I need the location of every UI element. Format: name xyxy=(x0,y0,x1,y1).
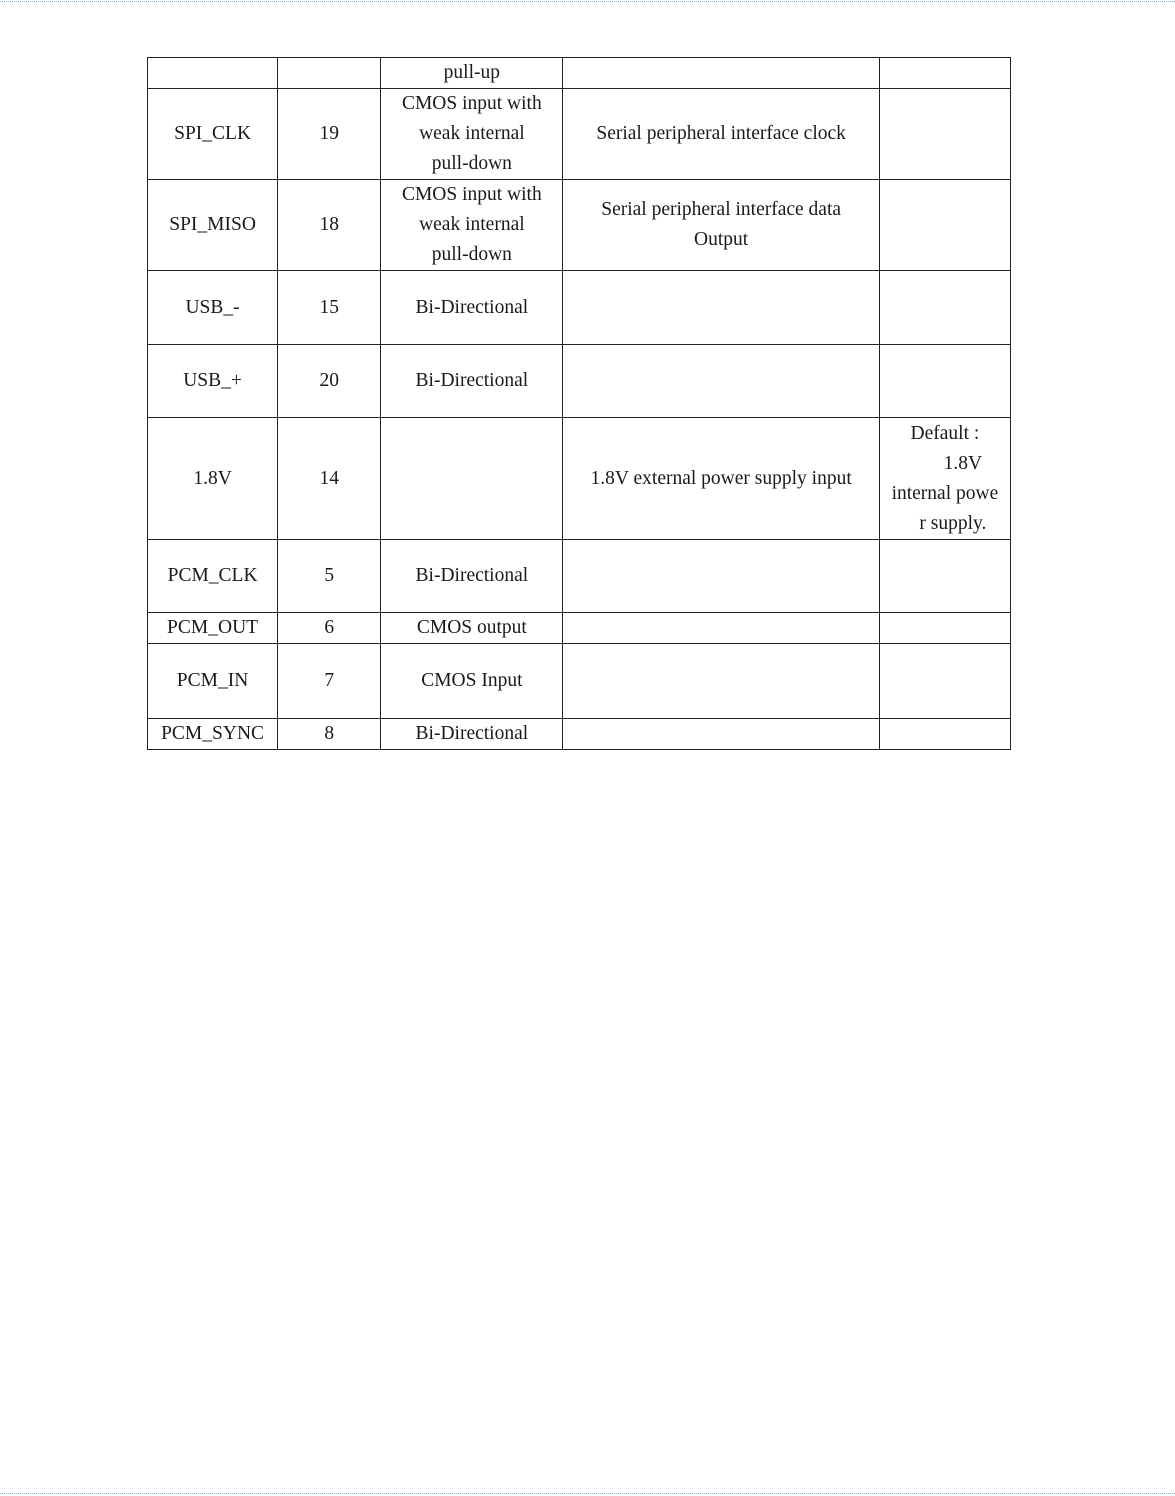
pin-description-cell xyxy=(563,540,879,613)
table-row xyxy=(148,719,1011,750)
pin-description-cell: 1.8V external power supply input xyxy=(563,418,879,540)
pin-name-cell: SPI_CLK xyxy=(148,89,278,180)
pin-type-cell: Bi-Directional xyxy=(381,540,563,613)
page-top-border xyxy=(0,1,1175,2)
pin-name-cell: PCM_IN xyxy=(148,644,278,719)
pin-notes-cell xyxy=(879,540,1010,613)
table-row xyxy=(148,613,1011,644)
pin-notes-cell xyxy=(879,345,1010,418)
pin-number-cell: 8 xyxy=(278,719,381,750)
table-row xyxy=(148,540,1011,613)
pin-type-cell xyxy=(381,418,563,540)
pin-number-cell xyxy=(278,58,381,89)
pin-notes-cell xyxy=(879,271,1010,345)
page-bottom-border xyxy=(0,1493,1175,1494)
pin-name-cell: PCM_CLK xyxy=(148,540,278,613)
pin-number-cell: 5 xyxy=(278,540,381,613)
pin-description-cell xyxy=(563,58,879,89)
pin-notes-cell xyxy=(879,180,1010,271)
pin-table xyxy=(147,57,1011,750)
pin-number-cell: 6 xyxy=(278,613,381,644)
pin-type-cell: CMOS input with weak internal pull-down xyxy=(381,180,563,271)
pin-number-cell: 18 xyxy=(278,180,381,271)
table-row xyxy=(148,345,1011,418)
pin-type-cell: CMOS output xyxy=(381,613,563,644)
pin-description-cell xyxy=(563,271,879,345)
table-row xyxy=(148,180,1011,271)
pin-name-cell xyxy=(148,58,278,89)
pin-name-cell: USB_+ xyxy=(148,345,278,418)
pin-number-cell: 7 xyxy=(278,644,381,719)
pin-notes-cell: Default : 1.8V internal powe r supply. xyxy=(879,418,1010,540)
pin-number-cell: 14 xyxy=(278,418,381,540)
pin-name-cell: PCM_SYNC xyxy=(148,719,278,750)
pin-description-cell: Serial peripheral interface data Output xyxy=(563,180,879,271)
pin-notes-cell xyxy=(879,58,1010,89)
pin-name-cell: 1.8V xyxy=(148,418,278,540)
pin-description-cell xyxy=(563,345,879,418)
pin-number-cell: 19 xyxy=(278,89,381,180)
pin-type-cell: Bi-Directional xyxy=(381,271,563,345)
pin-notes-cell xyxy=(879,613,1010,644)
pin-description-cell xyxy=(563,644,879,719)
pin-type-cell: CMOS input with weak internal pull-down xyxy=(381,89,563,180)
pin-notes-cell xyxy=(879,644,1010,719)
table-row xyxy=(148,644,1011,719)
pin-number-cell: 15 xyxy=(278,271,381,345)
pin-name-cell: PCM_OUT xyxy=(148,613,278,644)
pin-type-cell: CMOS Input xyxy=(381,644,563,719)
table-row xyxy=(148,58,1011,89)
pin-number-cell: 20 xyxy=(278,345,381,418)
pin-description-cell xyxy=(563,613,879,644)
table-row xyxy=(148,271,1011,345)
pin-name-cell: USB_- xyxy=(148,271,278,345)
pin-description-cell xyxy=(563,719,879,750)
table-row xyxy=(148,89,1011,180)
pin-notes-cell xyxy=(879,719,1010,750)
pin-type-cell: Bi-Directional xyxy=(381,719,563,750)
pin-name-cell: SPI_MISO xyxy=(148,180,278,271)
pin-notes-cell xyxy=(879,89,1010,180)
pin-type-cell: Bi-Directional xyxy=(381,345,563,418)
pin-description-cell: Serial peripheral interface clock xyxy=(563,89,879,180)
pin-type-cell: pull-up xyxy=(381,58,563,89)
table-row xyxy=(148,418,1011,540)
